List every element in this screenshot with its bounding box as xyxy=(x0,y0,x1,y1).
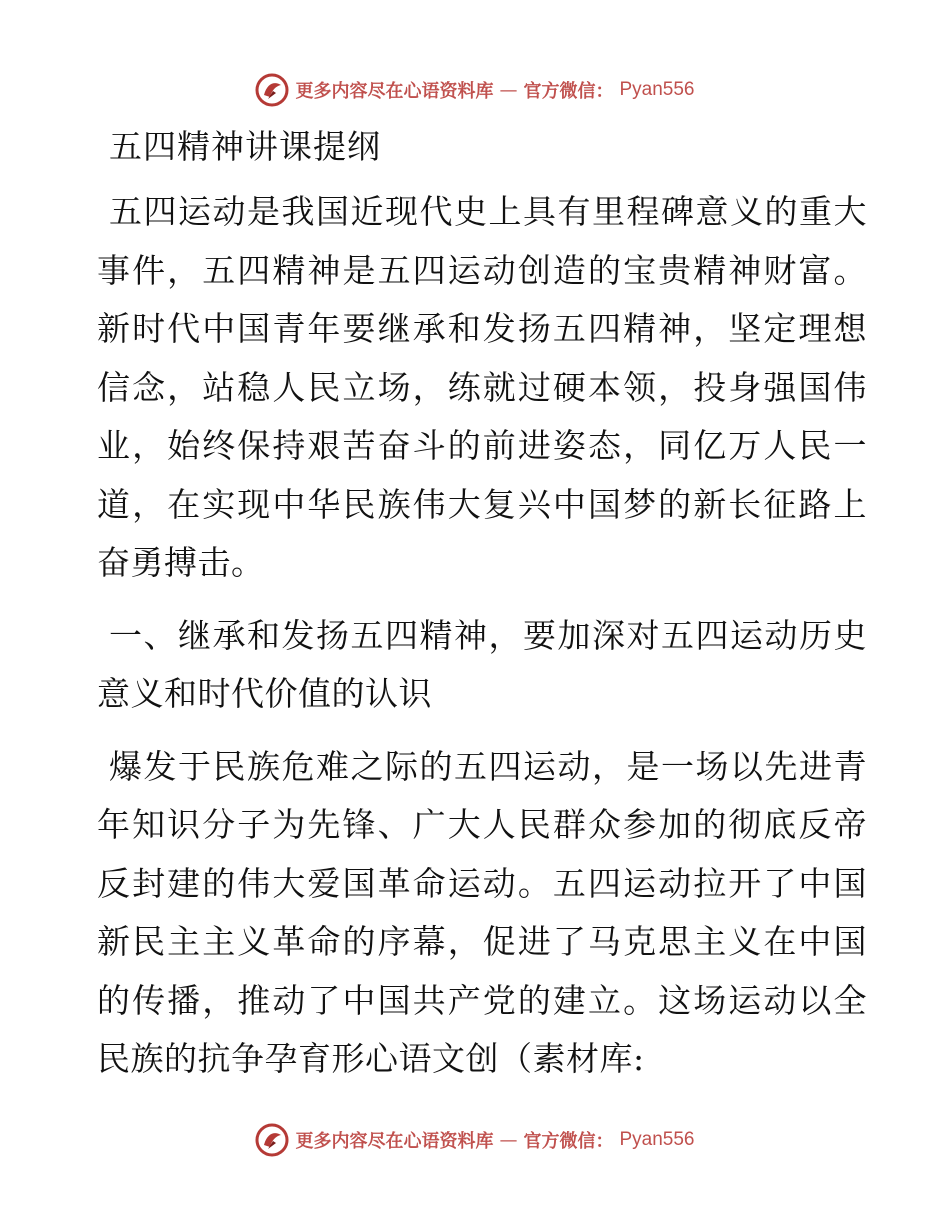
ribbon-logo-icon xyxy=(255,1123,289,1157)
footer-wechat-id: Pyan556 xyxy=(619,1129,695,1150)
paragraph-intro-text: 五四运动是我国近现代史上具有里程碑意义的重大事件，五四精神是五四运动创造的宝贵精神财富。新时代中国青年要继承和发扬五四精神，坚定理想信念，站稳人民立场，练就过硬本领，投身强国伟业，始终保持艰苦奋斗的前进姿态，同亿万人民一道，在实现中华民族伟大复兴中国梦的新长征路上奋勇搏击。 xyxy=(97,192,867,582)
footer-banner xyxy=(0,1120,950,1160)
header-banner-content xyxy=(255,73,694,107)
footer-official-label: 官方微信： xyxy=(523,1131,614,1152)
paragraph-intro xyxy=(97,183,867,593)
banner-wechat-id: Pyan556 xyxy=(619,79,695,100)
banner-site-text: 更多内容尽在心语资料库 xyxy=(295,81,494,102)
paragraph-section-1-text: 爆发于民族危难之际的五四运动，是一场以先进青年知识分子为先锋、广大人民群众参加的彻底反帝反封建的伟大爱国革命运动。五四运动拉开了中国新民主主义革命的序幕，促进了马克思主义在中国的传播，推动了中国共产党的建立。这场运动以全民族的抗争孕育形心语文创（素材库: xyxy=(97,746,867,1078)
document-body xyxy=(97,125,867,1103)
footer-banner-content xyxy=(255,1123,694,1157)
paragraph-section-1 xyxy=(97,738,867,1089)
footer-separator: — xyxy=(499,1129,518,1151)
footer-site-text: 更多内容尽在心语资料库 xyxy=(295,1131,494,1152)
header-banner xyxy=(0,70,950,110)
document-title: 五四精神讲课提纲 xyxy=(109,127,381,166)
ribbon-logo-icon xyxy=(255,73,289,107)
section-heading-1 xyxy=(97,607,867,724)
section-heading-1-text: 一、继承和发扬五四精神，要加深对五四运动历史意义和时代价值的认识 xyxy=(97,615,867,713)
banner-separator: — xyxy=(499,79,518,101)
banner-official-label: 官方微信： xyxy=(523,81,614,102)
